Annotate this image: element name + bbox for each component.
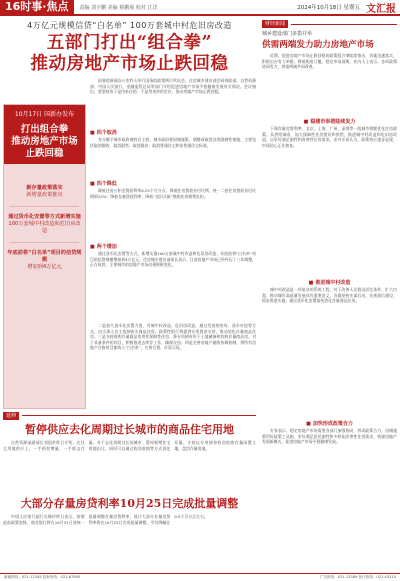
page-header <box>0 0 400 16</box>
section-title-3: ■ 两个增加 <box>90 243 256 250</box>
headline-line-1: 五部门打出“组合拳” <box>46 33 213 53</box>
bottom-separator <box>3 411 256 420</box>
right-subtitle: 城乡建设部门多措并举 <box>262 31 313 37</box>
item-head: 通过货币化安置等方式新增实施 <box>8 214 81 220</box>
right-section-text-3: 专家表示，稳定房地产市场需要各部门加强协同，形成政策合力，因城施策用好政策工具箱，更好满足居民刚性和多样化改善性住房需求，构建房地产发展新模式，促进房地产市场平稳健康发展。 <box>262 428 397 445</box>
main-article <box>90 78 256 399</box>
section-text-3: 通过货币化安置等方式，新增实施100万套城中村改造和危旧房改造；年底前将“白名单”项目的信贷规模增加到4万亿元。住房城乡建设部部长表示，目前房地产市场已经经历了三年调整，正在筑底，主要城市的房地产市场出现积极变化。 <box>90 251 256 268</box>
right-section-title-2: ■ 推进城中村改造 <box>262 279 397 286</box>
bottom-tag: 延伸 <box>3 412 19 420</box>
bottom-headline-a: 暂停供应去化周期过长城市的商品住宅用地 <box>25 423 234 436</box>
section-text-2: 降低住房公积金贷款利率0.25个百分点；降低住房贷款首付比例，统一二套住房贷款首付比例到15%；降低存量贷款利率；降低“卖旧买新”换购住房税费负担。 <box>90 188 256 199</box>
rule <box>22 415 256 416</box>
bottom-text-a: 自然资源部副部长刘国洪昨日介绍，在住宅用地供应上，一手抓控增量，一手抓去存量。对于去化周期过长的城市，暂停新增住宅用地出让，同时可以通过收回收购等方式消化存量。支持以专项债券收回收购存量闲置土地，盘活存量用地。 <box>3 440 256 451</box>
infographic-item <box>4 182 85 202</box>
section-title-1: ■ 四个取消 <box>90 129 256 136</box>
right-column <box>262 20 397 550</box>
right-section-title-1: ■ 稳楼市举措陆续发力 <box>262 118 397 125</box>
footer-left: 新闻热线：021-12345 投诉热线：021-67890 <box>4 575 81 579</box>
right-section-text-2: 城中村改造是一项复杂的系统工程，对于改善人民群众居住条件、扩大内需、推动城市高质量发展具有重要意义。各地坚持先谋后动、先规划后建设，稳步推进实施，通过货币化安置加快消化存量商品住房。 <box>262 287 397 304</box>
right-tag: 财经新闻 <box>262 20 288 28</box>
infographic-item <box>4 247 85 274</box>
section-title-2: ■ 四个降低 <box>90 180 256 187</box>
item-head: 年底前将“白名单”项目的信贷规模 <box>7 250 82 263</box>
editor-credits: 责编 刘宇鹏 美编 蔡鹏展 校对 江洋 <box>79 4 158 11</box>
bottom-headline-b: 大部分存量房贷利率10月25日完成批量调整 <box>20 497 239 510</box>
right-section-title-3: ■ 加快形成政策合力 <box>262 420 397 427</box>
issue-date: 2024年10月18日 星期五 <box>297 5 360 11</box>
newspaper-logo: 文汇报 <box>366 3 396 15</box>
divider <box>10 206 79 207</box>
infographic-title-3: 止跌回稳 <box>25 148 64 159</box>
section-text-1: 充分赋予城市政府调控自主权，城市政府要因城施策、调整或取消各类限制性措施，主要包括取消限购、取消限售、取消限价、取消普通住宅和非普通住宅标准。 <box>90 137 256 148</box>
right-intro: 近期，促进房地产市场止跌回稳的政策组合拳陆续推出，各地迅速落实，积极出台有力举措，降低购房门槛，稳定市场预期。业内人士表示，各项政策协同发力，供需两端共同改善。 <box>262 53 397 70</box>
footer-right: 广告热线：021-12389 发行热线：021-43210 <box>319 575 396 579</box>
item-body: 100万套城中村改造和危旧房改造 <box>8 221 81 234</box>
item-head: 新存量政策落实 <box>26 185 63 191</box>
page-footer <box>0 573 400 581</box>
bottom-text-b: 中国人民银行副行长陶玲昨日表示，按照此前政策安排，商业银行将在10月31日前统一批量调整存量房贷利率，预计大部分存量房贷利率将在10月25日完成批量调整，平均降幅在0.5个百分点左右。 <box>3 514 208 525</box>
bottom-articles <box>3 421 256 564</box>
infographic-box <box>3 104 86 409</box>
infographic-title-2: 推动房地产市场 <box>11 136 78 147</box>
item-body: 增加到4万亿元 <box>27 264 62 270</box>
rule <box>291 24 397 25</box>
continued-text: 二是加大货币化安置力度，对城中村改造、危旧房改造，通过发放购房券、货币补偿等方式，由当事人自主选择购买商品住房。政策性银行将提供专项贷款支持，推动消化存量商品住房。三是支持收购存量商品房用作保障性住房，将专项债券用于土地储备和收购存量商品房。对于具备条件的项目，积极推进去库存工作，确保交房。四是完善房地产融资协调机制，将所有房地产合格项目都纳入“白名单”，应贷尽贷、应延尽延。 <box>90 323 256 351</box>
headline-line-2: 推动房地产市场止跌回稳 <box>30 54 229 74</box>
infographic-date: 10月17日 国新办发布 <box>14 111 75 118</box>
infographic-item <box>4 211 85 238</box>
right-section-text-1: 下调存量房贷利率，北京、上海、广州、深圳等一线城市相继优化住房政策。从供给端看，加大保障性住房建设和供给，推进城中村改造和危旧房改造，以更好满足刚性和改善性住房需求。业内专家认为，政策效应逐步显现，市场信心正在恢复。 <box>262 126 397 148</box>
divider <box>10 242 79 243</box>
infographic-header <box>4 105 85 164</box>
item-body: 新增量政策推出 <box>26 192 63 198</box>
lead-paragraph: 国务院新闻办公室昨天举行国务院政策例行吹风会。住房城乡建设部会同财政部、自然资源部、中国人民银行、金融监管总局等部门介绍促进房地产市场平稳健康发展有关情况。会议指出，要坚持房子是用来住的、不是用来炒的定位，推动房地产市场止跌回稳。 <box>90 78 256 95</box>
section-label: 16时事·焦点 <box>0 0 74 15</box>
infographic-title-1: 打出组合拳 <box>20 124 69 135</box>
kicker: 4万亿元规模信贷“白名单” 100万套城中村危旧房改造 <box>27 21 232 30</box>
right-headline: 供需两端发力助力房地产市场 <box>262 40 374 50</box>
